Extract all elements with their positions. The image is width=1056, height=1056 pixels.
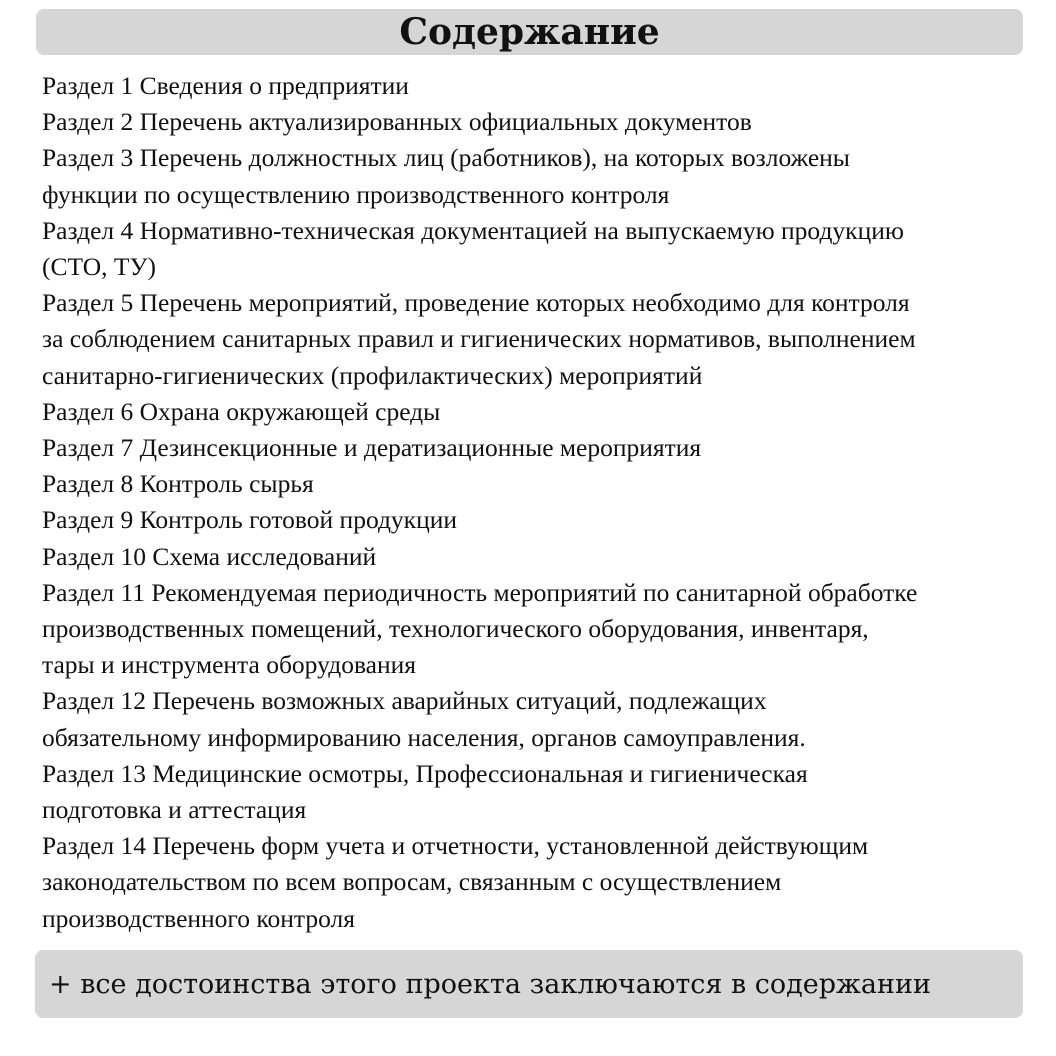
toc-line: Раздел 7 Дезинсекционные и дератизационные мероприятия (42, 433, 702, 463)
toc-line: Раздел 2 Перечень актуализированных официальных документов (42, 107, 752, 137)
toc-line: Раздел 1 Сведения о предприятии (42, 71, 409, 100)
toc-line: Раздел 13 Медицинские осмотры, Профессиональная и гигиеническая (42, 758, 808, 788)
toc-line: производственного контроля (42, 903, 355, 933)
toc-line: Раздел 3 Перечень должностных лиц (работников), на которых возложены (42, 143, 850, 173)
toc-line: санитарно-гигиенических (профилактических) мероприятий (42, 360, 703, 390)
toc-line: функции по осуществлению производственного контроля (42, 179, 670, 209)
toc-item-section-14 (42, 828, 1042, 937)
toc-line: Раздел 14 Перечень форм учета и отчетности, установленной действующим (42, 831, 869, 861)
toc-item-section-11 (42, 575, 1042, 684)
toc-item-section-5 (42, 285, 1042, 394)
footer-note: + все достоинства этого проекта заключаются в содержании (49, 968, 931, 1000)
toc-line: Раздел 6 Охрана окружающей среды (42, 396, 441, 426)
toc-line: Раздел 4 Нормативно-техническая документацией на выпускаемую продукцию (42, 215, 904, 245)
footer-note-panel (35, 950, 1023, 1018)
toc-line: Раздел 5 Перечень мероприятий, проведение которых необходимо для контроля (42, 288, 910, 318)
toc-line: производственных помещений, технологического оборудования, инвентаря, (42, 614, 869, 644)
toc-line: Раздел 12 Перечень возможных аварийных ситуаций, подлежащих (42, 686, 767, 716)
toc-line: Раздел 10 Схема исследований (42, 541, 377, 571)
page-title: Содержание (399, 11, 660, 53)
toc-item-section-4 (42, 213, 1042, 285)
toc-line: Раздел 11 Рекомендуемая периодичность мероприятий по санитарной обработке (42, 577, 918, 607)
toc-line: законодательством по всем вопросам, связанным с осуществлением (42, 867, 782, 897)
toc-item-section-3 (42, 140, 1042, 212)
table-of-contents (42, 68, 1042, 937)
toc-item-section-7 (42, 430, 1042, 466)
title-bar (36, 9, 1023, 55)
toc-item-section-2 (42, 104, 1042, 140)
toc-line: обязательному информированию населения, органов самоуправления. (42, 722, 806, 752)
toc-line: подготовка и аттестация (42, 795, 307, 825)
toc-line: (СТО, ТУ) (42, 252, 157, 282)
toc-item-section-12 (42, 683, 1042, 755)
toc-item-section-13 (42, 756, 1042, 828)
toc-item-section-1 (42, 68, 1042, 104)
toc-item-section-8 (42, 466, 1042, 502)
toc-line: Раздел 8 Контроль сырья (42, 469, 314, 499)
toc-line: за соблюдением санитарных правил и гигиенических нормативов, выполнением (42, 324, 916, 354)
toc-line: тары и инструмента оборудования (42, 650, 416, 680)
toc-line: Раздел 9 Контроль готовой продукции (42, 505, 458, 535)
toc-item-section-6 (42, 394, 1042, 430)
toc-item-section-10 (42, 539, 1042, 575)
toc-item-section-9 (42, 502, 1042, 538)
